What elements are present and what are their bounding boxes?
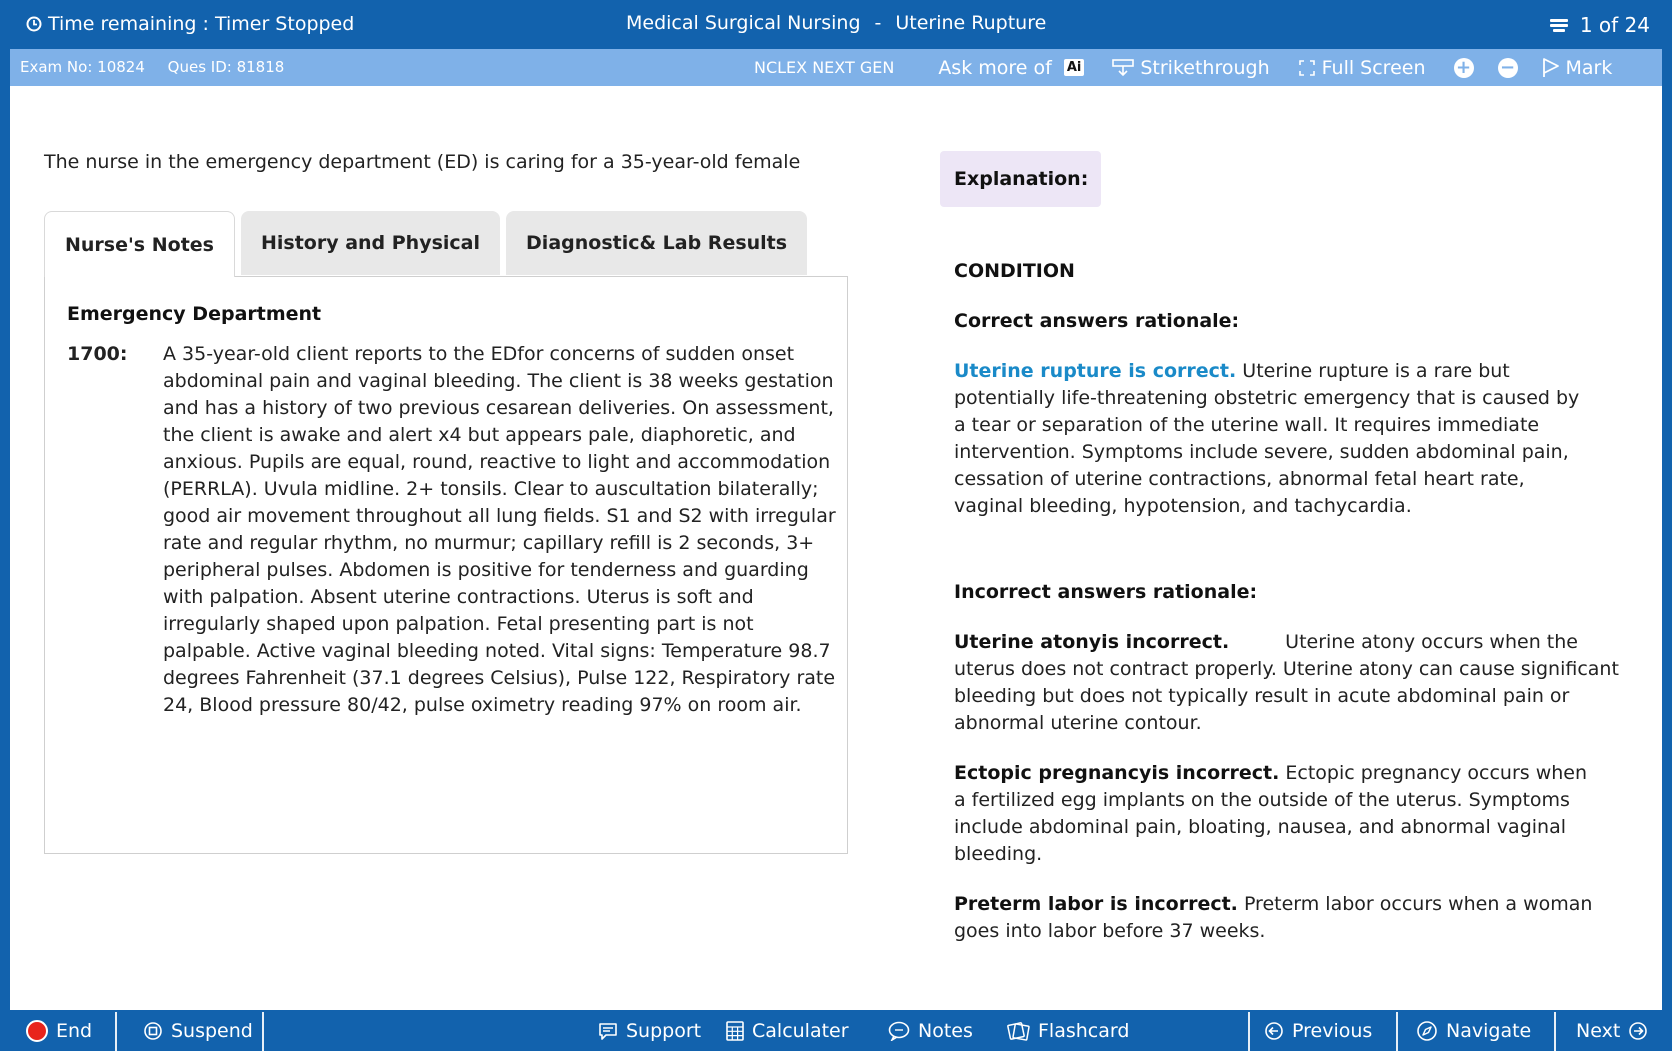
bottom-bar (0, 1010, 1672, 1051)
calculator-button[interactable] (726, 1010, 849, 1051)
timer (26, 13, 354, 35)
incorrect-heading: Incorrect answers rationale: (954, 581, 1258, 603)
strikethrough-icon (1112, 59, 1134, 77)
timer-label: Time remaining : Timer Stopped (48, 13, 355, 35)
incorrect-text: Preterm labor occurs when a woman goes into labor before 37 weeks. (954, 893, 1593, 942)
support-label: Support (626, 1019, 702, 1042)
stop-icon (26, 1020, 48, 1042)
incorrect-lead: Uterine atonyis incorrect. (954, 631, 1230, 653)
footer-divider (1396, 1012, 1398, 1051)
notes-label: Notes (918, 1019, 973, 1042)
toolbar-tools (754, 49, 1612, 86)
calculator-icon (726, 1021, 744, 1041)
incorrect-rationale (954, 629, 1624, 737)
exam-number: Exam No: 10824 (20, 58, 145, 76)
tab-history-physical[interactable]: History and Physical (241, 211, 500, 275)
incorrect-rationale (954, 760, 1594, 868)
strikethrough-button[interactable] (1112, 57, 1269, 79)
full-screen-label: Full Screen (1321, 56, 1426, 79)
full-screen-icon (1298, 59, 1316, 77)
arrow-left-icon (1264, 1021, 1284, 1041)
notes-entry (67, 341, 837, 719)
explanation-body (954, 258, 1654, 945)
nurses-notes-panel (44, 276, 848, 854)
tab-nurses-notes[interactable]: Nurse's Notes (44, 211, 235, 277)
suspend-label: Suspend (171, 1019, 253, 1042)
case-tabs (44, 211, 807, 275)
ask-ai-label: Ask more of (938, 56, 1052, 79)
previous-button[interactable] (1264, 1010, 1372, 1051)
suspend-button[interactable] (143, 1010, 253, 1051)
ask-ai-button[interactable] (938, 57, 1084, 79)
calculator-label: Calculater (752, 1019, 849, 1042)
clock-icon (26, 16, 42, 32)
incorrect-lead: Ectopic pregnancyis incorrect. (954, 762, 1280, 784)
chat-icon (598, 1021, 618, 1041)
footer-divider (1554, 1012, 1556, 1051)
footer-divider (262, 1012, 264, 1051)
correct-lead: Uterine rupture is correct. (954, 360, 1237, 382)
footer-divider (115, 1012, 117, 1051)
main-content (10, 86, 1662, 1010)
flag-icon (1542, 58, 1560, 78)
footer-divider (1248, 1012, 1250, 1051)
flashcard-icon (1006, 1021, 1030, 1041)
navigate-label: Navigate (1446, 1019, 1532, 1042)
correct-rationale (954, 358, 1594, 520)
end-button[interactable] (26, 1010, 92, 1051)
mark-button[interactable] (1542, 57, 1613, 79)
navigate-button[interactable] (1416, 1010, 1531, 1051)
exam-meta (20, 58, 302, 76)
flashcard-button[interactable] (1006, 1010, 1129, 1051)
notes-button[interactable] (888, 1010, 973, 1051)
question-stem: The nurse in the emergency department (ED) is caring for a 35-year-old female (44, 151, 801, 173)
next-button[interactable] (1576, 1010, 1648, 1051)
nclex-label: NCLEX NEXT GEN (754, 58, 895, 77)
condition-heading: CONDITION (954, 260, 1075, 282)
correct-heading: Correct answers rationale: (954, 310, 1240, 332)
topic-label: Uterine Rupture (895, 12, 1047, 34)
question-list-icon[interactable] (1548, 17, 1570, 33)
speech-bubble-icon (888, 1021, 910, 1041)
subject-label: Medical Surgical Nursing (626, 12, 861, 34)
notes-heading: Emergency Department (67, 303, 322, 325)
question-count: 1 of 24 (1579, 13, 1650, 37)
next-label: Next (1576, 1019, 1621, 1042)
incorrect-text: Ectopic pregnancy occurs when a fertilized egg implants on the outside of the uterus. Symptoms include abdominal pain, bloating, nausea, and abnormal vaginal bleeding. (954, 762, 1588, 865)
toolbar (10, 49, 1662, 86)
notes-text: A 35-year-old client reports to the EDfor concerns of sudden onset abdominal pain and vaginal bleeding. The client is 38 weeks gestation and has a history of two previous cesarean deliveries. On assessment, the client is awake and alert x4 but appears pale, diaphoretic, and anxious. Pupils are equal, round, reactive to light and accommodation (PERRLA). Uvula midline. 2+ tonsils. Clear to auscultation bilaterally; good air movement throughout all lung fields. S1 and S2 with irregular rate and regular rhythm, no murmur; capillary refill is 2 seconds, 3+ peripheral pulses. Abdomen is positive for tenderness and guarding with palpation. Absent uterine contractions. Uterus is soft and irregularly shaped upon palpation. Fetal presenting part is not palpable. Active vaginal bleeding noted. Vital signs: Temperature 98.7 degrees Fahrenheit (37.1 degrees Celsius), Pulse 122, Respiratory rate 24, Blood pressure 80/42, pulse oximetry reading 97% on room air. (163, 343, 836, 716)
top-bar (0, 0, 1672, 49)
strikethrough-label: Strikethrough (1140, 56, 1270, 79)
mark-label: Mark (1565, 56, 1613, 79)
ai-icon: Ai (1064, 59, 1085, 76)
pause-icon (143, 1021, 163, 1041)
flashcard-label: Flashcard (1038, 1019, 1130, 1042)
title-separator: - (874, 12, 882, 34)
notes-time: 1700: (67, 343, 128, 365)
arrow-right-icon (1628, 1021, 1648, 1041)
zoom-out-button[interactable]: − (1498, 58, 1518, 78)
previous-label: Previous (1292, 1019, 1373, 1042)
support-button[interactable] (598, 1010, 701, 1051)
incorrect-text: Uterine atony occurs when the uterus does not contract properly. Uterine atony can cause significant bleeding but does not typically result in acute abdominal pain or abnormal uterine contour. (954, 631, 1619, 734)
question-id: Ques ID: 81818 (167, 58, 285, 76)
incorrect-lead: Preterm labor is incorrect. (954, 893, 1238, 915)
end-label: End (56, 1019, 93, 1042)
page-title (626, 12, 1046, 34)
question-counter (1548, 13, 1650, 37)
correct-text: Uterine rupture is a rare but potentially life-threatening obstetric emergency that is caused by a tear or separation of the uterine wall. It requires immediate intervention. Symptoms include severe, sudden abdominal pain, cessation of uterine contractions, abnormal fetal heart rate, vaginal bleeding, hypotension, and tachycardia. (954, 360, 1580, 517)
explanation-label: Explanation: (940, 151, 1101, 207)
tab-diagnostic-lab[interactable]: Diagnostic& Lab Results (506, 211, 807, 275)
compass-icon (1416, 1020, 1438, 1042)
full-screen-button[interactable] (1298, 57, 1426, 79)
incorrect-rationale (954, 891, 1594, 945)
zoom-in-button[interactable]: + (1454, 58, 1474, 78)
